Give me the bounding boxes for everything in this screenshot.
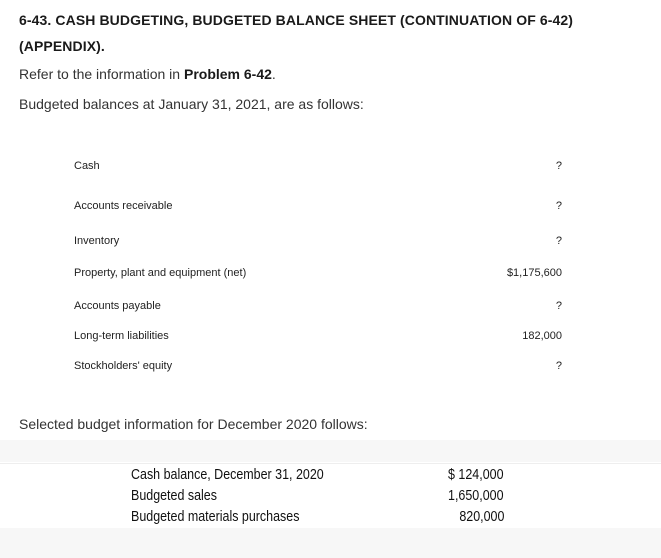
balance-value-accounts-payable: ?: [555, 300, 562, 312]
balance-label-ppe: Property, plant and equipment (net): [74, 267, 247, 279]
selected-value-budgeted-sales: 1,650,000: [448, 488, 504, 504]
selected-label-cash-balance: Cash balance, December 31, 2020: [131, 467, 324, 483]
balance-label-accounts-payable: Accounts payable: [74, 300, 161, 312]
balance-value-long-term-liabilities: 182,000: [522, 330, 562, 342]
refer-text: [19, 66, 276, 82]
selected-value-cash-balance: $ 124,000: [448, 467, 504, 483]
balance-value-accounts-receivable: ?: [555, 200, 562, 212]
balance-label-stockholders-equity: Stockholders' equity: [74, 360, 173, 372]
balances-intro: Budgeted balances at January 31, 2021, are as follows:: [19, 96, 364, 112]
refer-prefix: Refer to the information in: [19, 66, 184, 82]
footer-band: [0, 528, 661, 558]
balance-value-inventory: ?: [555, 235, 562, 247]
problem-link[interactable]: Problem 6-42: [183, 66, 272, 82]
selected-budget-table: [0, 463, 661, 529]
selected-label-budgeted-sales: Budgeted sales: [131, 488, 217, 504]
selected-label-materials-purchases: Budgeted materials purchases: [131, 509, 300, 525]
selected-intro: Selected budget information for December 2020 follows:: [19, 416, 368, 432]
problem-title: 6-43. CASH BUDGETING, BUDGETED BALANCE SHEET (CONTINUATION OF 6-42) (APPENDIX).: [19, 12, 574, 54]
balance-label-inventory: Inventory: [74, 235, 120, 247]
balance-label-long-term-liabilities: Long-term liabilities: [74, 330, 169, 342]
balance-label-cash: Cash: [74, 160, 100, 172]
divider-band: [0, 440, 661, 462]
balance-label-accounts-receivable: Accounts receivable: [74, 200, 173, 212]
balance-value-stockholders-equity: ?: [555, 360, 562, 372]
selected-value-materials-purchases: 820,000: [458, 509, 504, 525]
balance-value-ppe: $1,175,600: [506, 267, 562, 279]
balance-value-cash: ?: [555, 160, 562, 172]
refer-suffix: .: [271, 66, 276, 82]
